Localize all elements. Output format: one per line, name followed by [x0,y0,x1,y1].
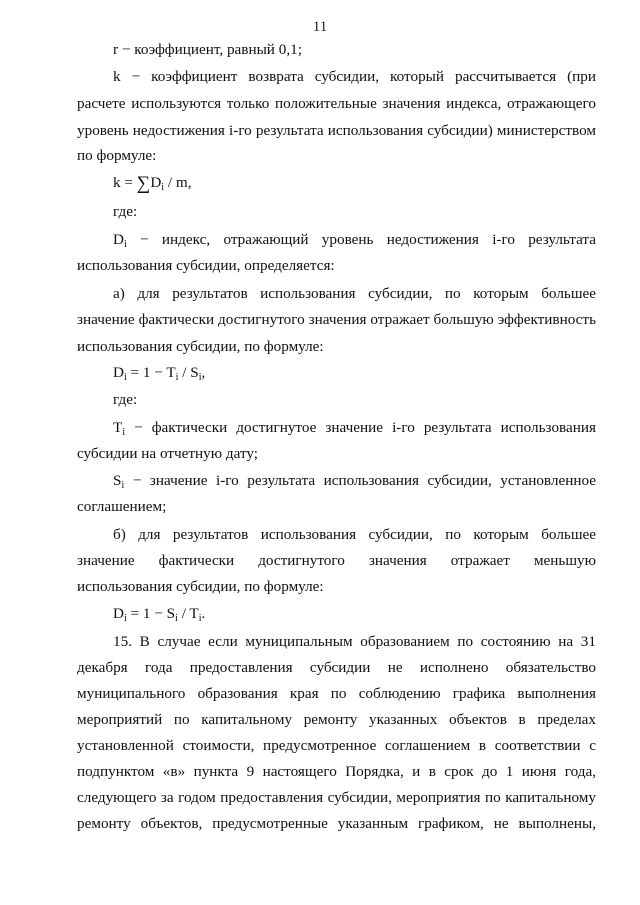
text-line: по формуле: [77,147,157,164]
formula-k: $k = \sum D_i / m$, [113,173,192,194]
text-line: декабря года предоставления субсидии не исполнено обязательство [77,659,596,676]
formula-di-b: $D_i = 1 - S_i / T_i$. [113,605,206,624]
text-line: $S_i$ − значение i-го результата использования субсидии, установленное [113,472,596,491]
page-number: 11 [312,19,328,35]
text-line: а) для результатов использования субсидии, по которым большее [113,285,596,302]
text-line: значение фактически достигнутого значения отражает меньшую [77,552,596,569]
text-line: r − коэффициент, равный 0,1; [113,41,302,58]
text-line: следующего за годом предоставления субсидии, мероприятия по капитальному [77,789,596,806]
formula-di-a: $D_i = 1 - T_i / S_i$, [113,364,206,383]
text-line: использования субсидии, по формуле: [77,578,324,595]
text-line: значение фактически достигнутого значения отражает большую эффективность [77,311,596,328]
text-line: где: [113,203,138,220]
text-line: соглашением; [77,498,167,515]
text-line: установленной стоимости, предусмотренное соглашением в соответствии с [77,737,596,754]
text-line: подпунктом «в» пункта 9 настоящего Порядка, и в срок до 1 июня года, [77,763,596,780]
text-line: б) для результатов использования субсидии, по которым большее [113,526,596,543]
text-line: мероприятий по капитальному ремонту указанных объектов в пределах [77,711,596,728]
text-line: расчете используются только положительные значения индекса, отражающего [77,95,596,112]
text-line: субсидии на отчетную дату; [77,445,259,462]
text-line: $T_i$ − фактически достигнутое значение i-го результата использования [113,419,596,438]
text-line: $D_i$ − индекс, отражающий уровень недостижения i-го результата [113,231,596,250]
text-line: использования субсидии, определяется: [77,257,335,274]
text-line: 15. В случае если муниципальным образованием по состоянию на 31 [113,633,596,650]
text-line: ремонту объектов, предусмотренные указанным графиком, не выполнены, [77,815,596,832]
text-line: k − коэффициент возврата субсидии, который рассчитывается (при [113,68,596,85]
text-line: где: [113,391,138,408]
text-line: использования субсидии, по формуле: [77,338,324,355]
text-line: уровень недостижения i-го результата использования субсидии) министерством [77,122,596,139]
text-line: муниципального образования края по соблюдению графика выполнения [77,685,596,702]
